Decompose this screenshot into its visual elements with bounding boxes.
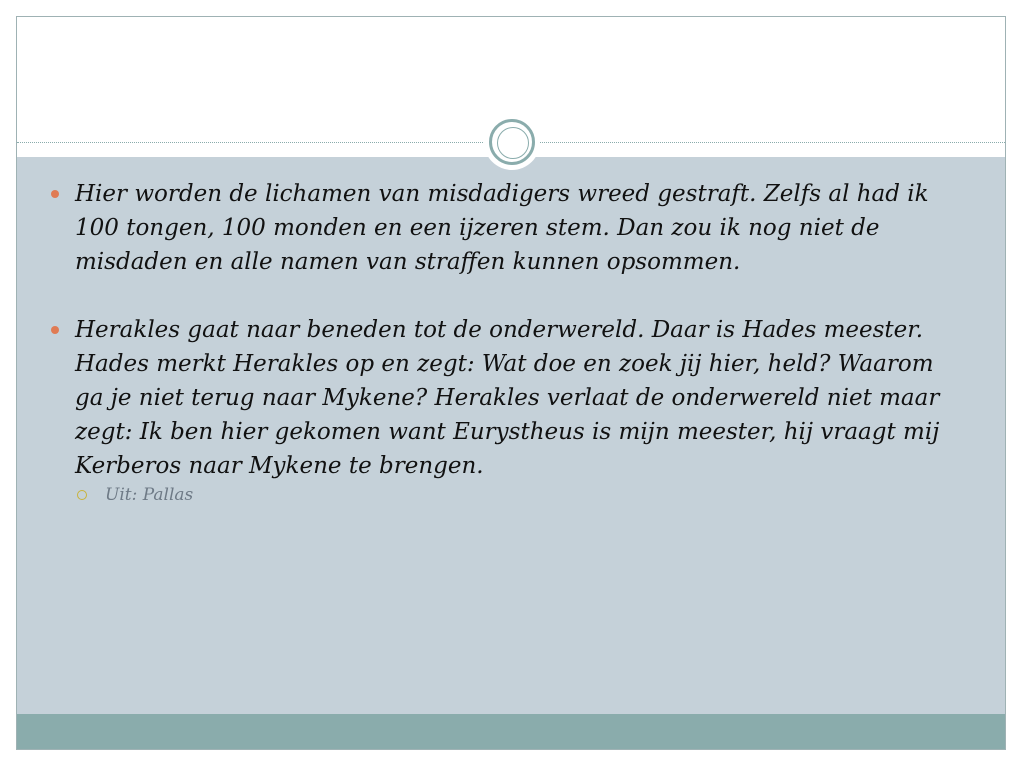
slide-content: [47, 177, 967, 507]
bullet-text: Hier worden de lichamen van misdadigers wreed gestraft. Zelfs al had ik 100 tongen, 100 monden en een ijzeren stem. Dan zou ik nog niet de misdaden en alle namen van straffen kunnen opsommen.: [75, 181, 929, 275]
bullet-dot-icon: [51, 190, 59, 198]
ornament-ring: [489, 119, 535, 165]
bullet-dot-icon: [51, 326, 59, 334]
bullet-text: Herakles gaat naar beneden tot de onderwereld. Daar is Hades meester. Hades merkt Herakles op en zegt: Wat doe en zoek jij hier, held? Waarom ga je niet terug naar Mykene? Herakles verlaat de onderwereld niet maar zegt: Ik ben hier gekomen want Eurystheus is mijn meester, hij vraagt mij Kerberos naar Mykene te brengen.: [75, 317, 940, 479]
bullet-item: [47, 313, 967, 483]
bullet-item: [47, 177, 967, 279]
slide: [16, 16, 1006, 750]
circle-ornament-icon: [484, 114, 540, 170]
footer-bar: [17, 714, 1005, 749]
sub-bullet-item: [47, 483, 967, 507]
hollow-circle-bullet-icon: [77, 490, 87, 500]
ornament-inner-ring: [497, 127, 529, 159]
sub-bullet-text: Uit: Pallas: [105, 485, 194, 505]
